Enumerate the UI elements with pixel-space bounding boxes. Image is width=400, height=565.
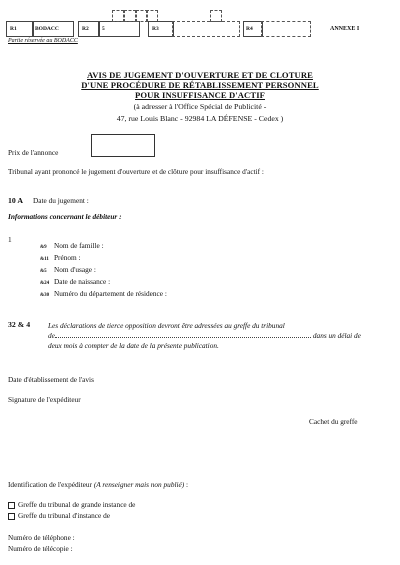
title-line-2: D'UNE PROCÉDURE DE RÉTABLISSEMENT PERSONNEL <box>81 80 319 90</box>
address-line-2: 47, rue Louis Blanc - 92984 LA DÉFENSE - Cedex ) <box>116 114 284 123</box>
small-box-1 <box>112 10 124 22</box>
field-code: &9 <box>40 245 47 250</box>
r4-value-box <box>261 21 311 37</box>
telephone-label: Numéro de téléphone : <box>8 533 75 542</box>
identification-label: Identification de l'expéditeur <box>8 480 92 489</box>
field-label: Date de naissance : <box>54 277 111 286</box>
signature-label: Signature de l'expéditeur <box>8 395 81 404</box>
date-etablissement-label: Date d'établissement de l'avis <box>8 375 94 384</box>
field-label: Nom de famille : <box>54 241 104 250</box>
title-line-3: POUR INSUFFISANCE D'ACTIF <box>135 90 265 100</box>
title-line-1: AVIS DE JUGEMENT D'OUVERTURE ET DE CLOTURE <box>87 70 313 80</box>
r2-value: 5 <box>102 26 105 32</box>
field-code: &5 <box>40 269 47 274</box>
checkbox-ti[interactable] <box>8 513 15 520</box>
code-32-4: 32 & 4 <box>8 320 31 329</box>
field-code: &24 <box>40 281 50 286</box>
r1-label: R1 <box>10 26 17 32</box>
declarations-dans: dans un délai de <box>312 331 361 340</box>
declarations-line-de <box>48 331 370 340</box>
field-label: Prénom : <box>54 253 81 262</box>
option-tgi-label: Greffe du tribunal de grande instance de <box>18 500 136 509</box>
r4-label: R4 <box>246 26 253 32</box>
declarations-line-2: deux mois à compter de la date de la présente publication. <box>48 341 219 350</box>
address-line-1: (à adresser à l'Office Spécial de Publicité - <box>133 102 267 111</box>
declarations-de: de <box>48 331 55 340</box>
date-jugement-label: Date du jugement : <box>33 196 89 205</box>
r3-label: R3 <box>152 26 159 32</box>
info-debiteur-label: Informations concernant le débiteur : <box>8 212 122 221</box>
field-label: Nom d'usage : <box>54 265 96 274</box>
tribunal-dotline[interactable] <box>55 337 311 338</box>
field-code: &30 <box>40 293 50 298</box>
declarations-line-1: Les déclarations de tierce opposition devront être adressées au greffe du tribunal <box>48 321 285 330</box>
field-label: Numéro du département de résidence : <box>54 289 167 298</box>
r3-value-box <box>172 21 240 37</box>
small-box-2 <box>124 10 136 22</box>
identification-colon: : <box>186 480 189 489</box>
option-ti[interactable] <box>8 511 110 520</box>
prix-box[interactable] <box>91 134 155 157</box>
debiteur-fields <box>40 235 167 298</box>
option-tgi[interactable] <box>8 500 135 509</box>
field-code: &11 <box>40 257 49 262</box>
cachet-label: Cachet du greffe <box>309 417 358 426</box>
code-10a: 10 A <box>8 196 23 205</box>
checkbox-tgi[interactable] <box>8 502 15 509</box>
prix-label: Prix de l'annonce <box>8 148 59 157</box>
reserved-note: Partie réservée au BODACC <box>8 38 78 44</box>
annexe-label: ANNEXE I <box>330 26 360 32</box>
identification-line <box>8 480 188 489</box>
r2-label: R2 <box>82 26 89 32</box>
tribunal-label: Tribunal ayant prononcé le jugement d'ouverture et de clôture pour insuffisance d'actif : <box>8 167 264 176</box>
code-1: 1 <box>8 235 12 244</box>
telecopie-label: Numéro de télécopie : <box>8 544 73 553</box>
option-ti-label: Greffe du tribunal d'instance de <box>18 511 110 520</box>
bodacc-label: BODACC <box>35 26 59 32</box>
identification-note: (A renseigner mais non publié) <box>93 480 185 489</box>
